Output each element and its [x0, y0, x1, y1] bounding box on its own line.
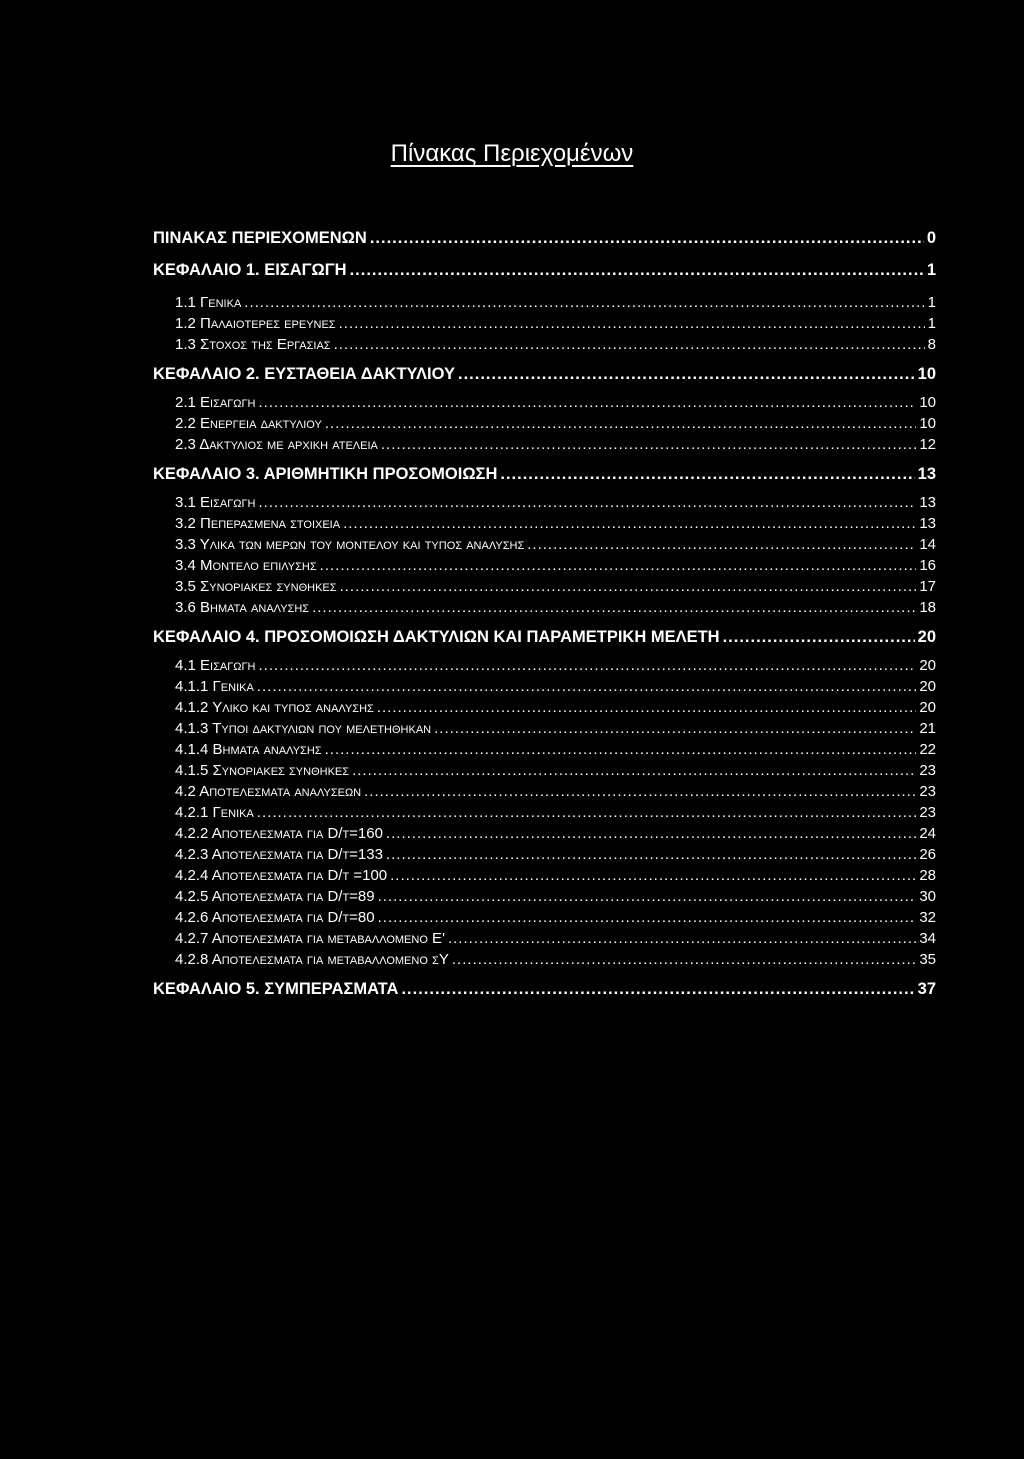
dot-leader	[434, 718, 916, 739]
toc-entry-chapter[interactable]	[153, 462, 936, 492]
toc-entry-label: 2.2 Ενεργεια δακτυλιου	[175, 415, 322, 432]
toc-entry-label: 4.2.4 Αποτελεσματα για D/t =100	[175, 867, 388, 884]
dot-leader	[390, 865, 916, 886]
toc-entry-page: 34	[919, 930, 936, 947]
toc-entry-label: ΚΕΦΑΛΑΙΟ 4. ΠΡΟΣΟΜΟΙΩΣΗ ΔΑΚΤΥΛΙΩΝ ΚΑΙ ΠΑΡΑΜΕΤΡΙΚΗ ΜΕΛΕΤΗ	[153, 628, 720, 646]
toc-entry-subsection[interactable]	[153, 739, 936, 760]
table-of-contents	[153, 226, 936, 1007]
toc-entry-label: 3.1 Εισαγωγη	[175, 494, 256, 511]
toc-entry-label: ΚΕΦΑΛΑΙΟ 2. ΕΥΣΤΑΘΕΙΑ ΔΑΚΤΥΛΙΟΥ	[153, 365, 456, 383]
dot-leader	[378, 907, 917, 928]
toc-entry-page: 10	[919, 415, 936, 432]
toc-entry-label: 4.2 Αποτελεσματα αναλυσεων	[175, 783, 362, 800]
toc-entry-label: 4.1.4 Βηματα αναλυσης	[175, 741, 322, 758]
dot-leader	[448, 928, 916, 949]
toc-entry-section[interactable]	[153, 534, 936, 555]
toc-entry-page: 1	[927, 315, 936, 332]
toc-entry-page: 21	[919, 720, 936, 737]
dot-leader	[401, 977, 914, 1001]
dot-leader	[320, 555, 917, 576]
toc-entry-label: 1.3 Στοχος της Εργασιας	[175, 336, 331, 353]
toc-entry-section[interactable]	[153, 492, 936, 513]
toc-entry-chapter[interactable]	[153, 977, 936, 1007]
toc-entry-label: 4.1.5 Συνοριακες συνθηκες	[175, 762, 350, 779]
toc-entry-section[interactable]	[153, 434, 936, 462]
toc-entry-label: 4.1 Εισαγωγη	[175, 657, 256, 674]
toc-entry-label: 1.2 Παλαιοτερες ερευνες	[175, 315, 336, 332]
toc-entry-page: 24	[919, 825, 936, 842]
dot-leader	[386, 823, 916, 844]
toc-entry-label: 4.1.2 Υλικο και τυπος αναλυσης	[175, 699, 374, 716]
toc-entry-page: 20	[919, 699, 936, 716]
toc-entry-page: 28	[919, 867, 936, 884]
toc-entry-page: 8	[927, 336, 936, 353]
dot-leader	[259, 655, 917, 676]
toc-entry-section[interactable]	[153, 513, 936, 534]
toc-entry-label: 4.2.2 Αποτελεσματα για D/t=160	[175, 825, 383, 842]
dot-leader	[350, 258, 924, 282]
dot-leader	[452, 949, 916, 970]
dot-leader	[500, 462, 914, 486]
toc-entry-chapter[interactable]	[153, 226, 936, 258]
toc-entry-page: 23	[919, 783, 936, 800]
dot-leader	[259, 392, 917, 413]
toc-entry-label: ΠΙΝΑΚΑΣ ΠΕΡΙΕΧΟΜΕΝΩΝ	[153, 229, 367, 247]
toc-entry-subsection[interactable]	[153, 865, 936, 886]
toc-entry-page: 23	[919, 804, 936, 821]
toc-entry-subsection[interactable]	[153, 928, 936, 949]
toc-entry-label: 4.1.3 Τυποι δακτυλιων που μελετηθηκαν	[175, 720, 432, 737]
toc-entry-label: 4.2.3 Αποτελεσματα για D/t=133	[175, 846, 383, 863]
dot-leader	[386, 844, 916, 865]
toc-entry-chapter[interactable]	[153, 625, 936, 655]
dot-leader	[364, 781, 916, 802]
dot-leader	[312, 597, 916, 618]
toc-entry-page: 37	[917, 980, 936, 998]
dot-leader	[339, 313, 925, 334]
toc-entry-label: ΚΕΦΑΛΑΙΟ 5. ΣΥΜΠΕΡΑΣΜΑΤΑ	[153, 980, 399, 998]
toc-entry-label: 1.1 Γενικα	[175, 294, 242, 311]
toc-entry-page: 20	[917, 628, 936, 646]
dot-leader	[343, 513, 916, 534]
toc-entry-section[interactable]	[153, 413, 936, 434]
toc-entry-page: 20	[919, 678, 936, 695]
toc-entry-page: 13	[917, 465, 936, 483]
toc-entry-page: 10	[919, 394, 936, 411]
dot-leader	[381, 434, 916, 455]
toc-entry-subsection[interactable]	[153, 676, 936, 697]
toc-entry-section[interactable]	[153, 313, 936, 334]
toc-entry-page: 17	[919, 578, 936, 595]
toc-entry-page: 13	[919, 515, 936, 532]
page-title: Πίνακας Περιεχομένων	[390, 140, 634, 167]
toc-entry-label: 4.2.5 Αποτελεσματα για D/t=89	[175, 888, 375, 905]
toc-entry-label: 3.4 Μοντελο επιλυσης	[175, 557, 317, 574]
toc-entry-label: ΚΕΦΑΛΑΙΟ 1. ΕΙΣΑΓΩΓΗ	[153, 261, 347, 279]
toc-entry-section[interactable]	[153, 292, 936, 313]
toc-entry-section[interactable]	[153, 392, 936, 413]
toc-entry-label: 4.2.6 Αποτελεσματα για D/t=80	[175, 909, 375, 926]
toc-entry-page: 13	[919, 494, 936, 511]
toc-entry-page: 18	[919, 599, 936, 616]
toc-entry-page: 16	[919, 557, 936, 574]
toc-entry-section[interactable]	[153, 597, 936, 625]
toc-entry-page: 1	[927, 294, 936, 311]
toc-entry-label: 4.1.1 Γενικα	[175, 678, 254, 695]
toc-entry-page: 20	[919, 657, 936, 674]
dot-leader	[259, 492, 917, 513]
dot-leader	[458, 362, 915, 386]
dot-leader	[257, 676, 917, 697]
toc-entry-section[interactable]	[153, 655, 936, 676]
toc-entry-label: 2.3 Δακτυλιος με αρχικη ατελεια	[175, 436, 378, 453]
toc-entry-chapter[interactable]	[153, 258, 936, 292]
dot-leader	[378, 886, 917, 907]
toc-entry-subsection[interactable]	[153, 718, 936, 739]
dot-leader	[325, 739, 917, 760]
toc-entry-section[interactable]	[153, 576, 936, 597]
toc-entry-subsection[interactable]	[153, 823, 936, 844]
toc-entry-page: 1	[926, 261, 936, 279]
dot-leader	[244, 292, 924, 313]
toc-entry-page: 23	[919, 762, 936, 779]
toc-entry-page: 10	[917, 365, 936, 383]
toc-entry-section[interactable]	[153, 334, 936, 362]
dot-leader	[334, 334, 925, 355]
toc-entry-section[interactable]	[153, 781, 936, 802]
toc-entry-subsection[interactable]	[153, 697, 936, 718]
toc-entry-section[interactable]	[153, 555, 936, 576]
toc-entry-subsection[interactable]	[153, 886, 936, 907]
toc-entry-subsection[interactable]	[153, 760, 936, 781]
toc-entry-label: ΚΕΦΑΛΑΙΟ 3. ΑΡΙΘΜΗΤΙΚΗ ΠΡΟΣΟΜΟΙΩΣΗ	[153, 465, 498, 483]
dot-leader	[340, 576, 917, 597]
toc-entry-label: 2.1 Εισαγωγη	[175, 394, 256, 411]
toc-entry-chapter[interactable]	[153, 362, 936, 392]
dot-leader	[370, 226, 924, 250]
toc-entry-page: 14	[919, 536, 936, 553]
toc-entry-label: 4.2.7 Αποτελεσματα για μεταβαλλομενο Ε'	[175, 930, 445, 947]
toc-entry-label: 3.2 Πεπερασμενα στοιχεια	[175, 515, 341, 532]
toc-entry-page: 35	[919, 951, 936, 968]
toc-entry-page: 12	[919, 436, 936, 453]
toc-entry-label: 3.5 Συνοριακες συνθηκες	[175, 578, 337, 595]
dot-leader	[527, 534, 916, 555]
toc-entry-label: 4.2.8 Αποτελεσματα για μεταβαλλομενο σΥ	[175, 951, 449, 968]
dot-leader	[723, 625, 915, 649]
toc-entry-label: 3.6 Βηματα αναλυσης	[175, 599, 310, 616]
toc-entry-label: 4.2.1 Γενικα	[175, 804, 254, 821]
toc-entry-page: 32	[919, 909, 936, 926]
toc-entry-page: 22	[919, 741, 936, 758]
toc-entry-page: 26	[919, 846, 936, 863]
toc-entry-subsection[interactable]	[153, 844, 936, 865]
dot-leader	[377, 697, 916, 718]
toc-entry-subsection[interactable]	[153, 802, 936, 823]
toc-entry-label: 3.3 Υλικα των μερων του μοντελου και τυπος αναλυσης	[175, 536, 525, 553]
toc-entry-page: 30	[919, 888, 936, 905]
dot-leader	[352, 760, 916, 781]
dot-leader	[257, 802, 917, 823]
toc-entry-subsection[interactable]	[153, 949, 936, 977]
dot-leader	[325, 413, 917, 434]
toc-entry-page: 0	[926, 229, 936, 247]
toc-entry-subsection[interactable]	[153, 907, 936, 928]
